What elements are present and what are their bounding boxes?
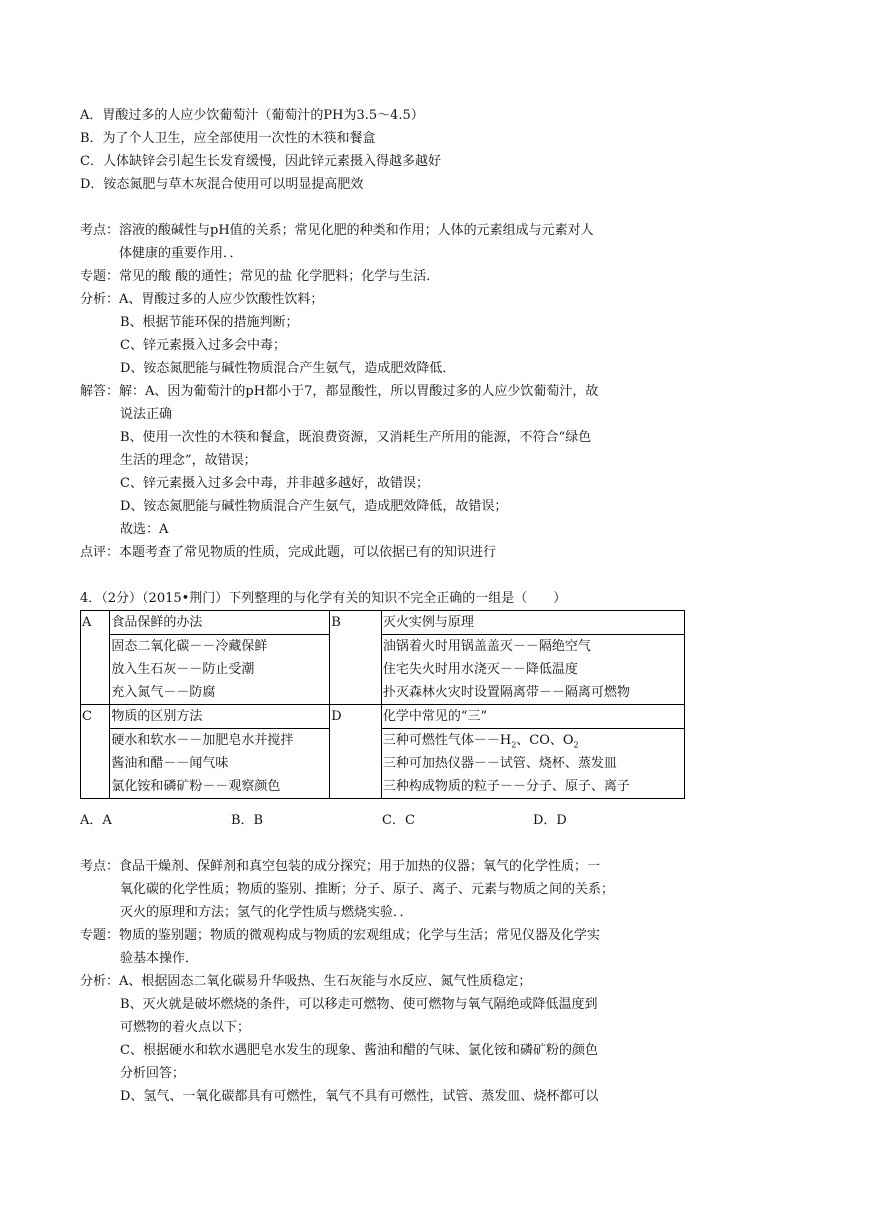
section-tag: 分析： [80, 292, 120, 307]
table-line: 硬水和软水－－加肥皂水并搅拌 [111, 733, 294, 748]
section-text: D、铵态氮肥能与碱性物质混合产生氨气，造成肥效降低，故错误； [120, 499, 508, 514]
section-text: D、氢气、一氧化碳都具有可燃性，氧气不具有可燃性，试管、蒸发皿、烧杯都可以 [120, 1089, 599, 1104]
table-line: 固态二氧化碳－－冷藏保鲜 [111, 639, 268, 654]
q3-jieda-cont [80, 403, 686, 541]
table-label-c: C [81, 705, 110, 799]
section-text: C、锌元素摄入过多会中毒，并非越多越好，故错误； [120, 476, 429, 491]
section-tag: 专题： [80, 928, 120, 943]
option-a: A．A [80, 813, 112, 828]
q4-fenxi [80, 970, 686, 993]
table-line: 充入氮气－－防腐 [111, 685, 216, 700]
option-b: B．为了个人卫生，应全部使用一次性的木筷和餐盒 [80, 131, 376, 146]
section-text: 氧化碳的化学性质；物质的鉴别、推断；分子、原子、离子、元素与物质之间的关系； [120, 882, 615, 897]
option-d: D．铵态氮肥与草木灰混合使用可以明显提高肥效 [80, 177, 364, 192]
knowledge-table [80, 610, 685, 799]
section-text: 验基本操作． [120, 951, 199, 966]
section-text: A、胃酸过多的人应少饮酸性饮料； [119, 292, 324, 307]
section-text: D、铵态氮肥能与碱性物质混合产生氨气，造成肥效降低． [120, 361, 456, 376]
table-cell-d [381, 729, 684, 799]
table-label-b: B [330, 611, 382, 705]
table-head-c: 物质的区别方法 [110, 705, 330, 729]
option-d: D．D [533, 813, 567, 828]
question-4-options [80, 809, 686, 832]
table-head-a: 食品保鲜的办法 [110, 611, 330, 635]
q3-dianping [80, 541, 686, 564]
table-row [81, 635, 685, 705]
table-cell-b [381, 635, 684, 705]
question-4-stem: 4．（2分）（2015•荆门）下列整理的与化学有关的知识不完全正确的一组是（ ） [80, 591, 567, 606]
section-text: 体健康的重要作用．． [119, 246, 243, 261]
q3-fenxi [80, 288, 686, 311]
table-cell-c [110, 729, 330, 799]
document-page [80, 104, 686, 1108]
section-text: B、根据节能环保的措施判断； [120, 315, 299, 330]
table-line: 扑灭森林火灾时设置隔离带－－隔离可燃物 [382, 685, 630, 700]
q3-jieda [80, 380, 686, 403]
section-text: 食品干燥剂、保鲜剂和真空包装的成分探究；用于加热的仪器；氧气的化学性质；一 [119, 859, 601, 874]
table-row [81, 611, 685, 635]
option-c: C．人体缺锌会引起生长发育缓慢，因此锌元素摄入得越多越好 [80, 154, 441, 169]
q4-zhuanti [80, 924, 686, 947]
table-line: 住宅失火时用水浇灭－－降低温度 [382, 662, 578, 677]
table-cell-a [110, 635, 330, 705]
section-text: A、根据固态二氧化碳易升华吸热、生石灰能与水反应、氮气性质稳定； [119, 974, 532, 989]
q3-fenxi-cont [80, 311, 686, 380]
section-tag: 专题： [80, 269, 120, 284]
q4-kaodian [80, 855, 686, 878]
section-text: 故选：A [120, 522, 169, 537]
table-row [81, 729, 685, 799]
section-text: 可燃物的着火点以下； [120, 1020, 251, 1035]
previous-question-options [80, 104, 686, 196]
section-text: 灭火的原理和方法；氢气的化学性质与燃烧实验．． [120, 905, 413, 920]
section-text: 分析回答； [120, 1066, 186, 1081]
section-text: C、根据硬水和软水遇肥皂水发生的现象、酱油和醋的气味、氯化铵和磷矿粉的颜色 [120, 1043, 598, 1058]
section-text: 说法正确 [120, 407, 173, 422]
table-line: 氯化铵和磷矿粉－－观察颜色 [111, 779, 281, 794]
table-head-d: 化学中常见的“三” [381, 705, 684, 729]
section-tag: 考点： [80, 223, 120, 238]
section-text: 物质的鉴别题；物质的微观构成与物质的宏观组成；化学与生活；常见仪器及化学实 [119, 928, 601, 943]
option-b: B．B [231, 813, 264, 828]
section-tag: 点评： [80, 545, 120, 560]
table-label-a: A [81, 611, 110, 705]
table-row [81, 705, 685, 729]
section-text: 生活的理念”，故错误； [120, 453, 257, 468]
section-tag: 分析： [80, 974, 120, 989]
section-text: B、灭火就是破坏燃烧的条件，可以移走可燃物、使可燃物与氧气隔绝或降低温度到 [120, 997, 598, 1012]
section-text: 溶液的酸碱性与pH值的关系；常见化肥的种类和作用；人体的元素组成与元素对人 [119, 223, 594, 238]
section-text: 解：A、因为葡萄汁的pH都小于7，都显酸性，所以胃酸过多的人应少饮葡萄汁，故 [119, 384, 599, 399]
section-text: 常见的酸 酸的通性；常见的盐 化学肥料；化学与生活． [119, 269, 440, 284]
q4-zhuanti-cont [80, 947, 686, 970]
table-line: 三种可加热仪器－－试管、烧杯、蒸发皿 [382, 756, 617, 771]
table-label-d: D [330, 705, 382, 799]
section-tag: 考点： [80, 859, 120, 874]
option-a: A．胃酸过多的人应少饮葡萄汁（葡萄汁的PH为3.5～4.5） [80, 108, 424, 123]
q4-kaodian-cont [80, 878, 686, 924]
table-line: 油锅着火时用锅盖盖灭－－隔绝空气 [382, 639, 591, 654]
table-line: 三种可燃性气体$--H_2$、CO、$O_2$ [382, 733, 579, 750]
section-text: C、锌元素摄入过多会中毒； [120, 338, 286, 353]
option-c: C．C [382, 813, 415, 828]
table-line: 放入生石灰－－防止受潮 [111, 662, 255, 677]
table-line: 酱油和醋－－闻气味 [111, 756, 229, 771]
section-text: 本题考查了常见物质的性质，完成此题，可以依据已有的知识进行 [119, 545, 497, 560]
section-tag: 解答： [80, 384, 120, 399]
q4-fenxi-cont [80, 993, 686, 1108]
q3-kaodian [80, 219, 686, 265]
section-text: B、使用一次性的木筷和餐盒，既浪费资源，又消耗生产所用的能源，不符合“绿色 [120, 430, 592, 445]
table-head-b: 灭火实例与原理 [381, 611, 684, 635]
table-line: 三种构成物质的粒子－－分子、原子、离子 [382, 779, 630, 794]
q3-zhuanti [80, 265, 686, 288]
